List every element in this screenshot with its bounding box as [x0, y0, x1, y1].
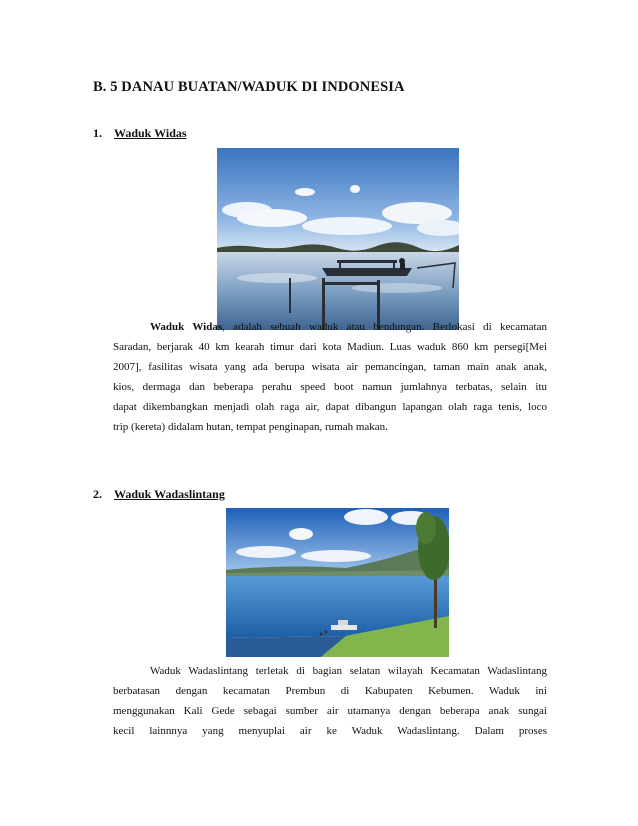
section-number: 2. [93, 487, 102, 501]
paragraph-line: trip (kereta) didalam hutan, tempat penginapan, rumah makan. [113, 421, 388, 433]
paragraph-line: kecil lainnnya yang menyuplai air ke Waduk Wadaslintang. Dalam proses [113, 725, 547, 737]
photo-waduk-widas [217, 148, 459, 330]
section-heading-wadaslintang [93, 487, 225, 502]
section-title: Waduk Widas [114, 126, 187, 140]
section-title: Waduk Wadaslintang [114, 487, 225, 501]
paragraph-line: Saradan, berjarak 40 km kearah timur dari kota Madiun. Luas waduk 860 km persegi[Mei [113, 341, 547, 353]
paragraph-line: berbatasan dengan kecamatan Prembun di Kabupaten Kebumen. Waduk ini [113, 685, 547, 697]
section-heading-widas [93, 126, 187, 141]
paragraph-wadaslintang [113, 661, 547, 741]
lead-term: Waduk Widas [150, 321, 223, 333]
section-number: 1. [93, 126, 102, 140]
page-title: B. 5 DANAU BUATAN/WADUK DI INDONESIA [93, 79, 405, 95]
paragraph-widas [113, 317, 547, 437]
photo-waduk-wadaslintang [226, 508, 449, 657]
paragraph-line: menggunakan Kali Gede sebagai sumber air utamanya dengan beberapa anak sungai [113, 705, 547, 717]
paragraph-line: kios, dermaga dan beberapa perahu speed boot namun jumlahnya terbatas, selain itu [113, 381, 547, 393]
paragraph-line: dapat dikembangkan menjadi olah raga air, dapat dibangun lapangan olah raga tenis, loco [113, 401, 547, 413]
paragraph-line: 2007], fasilitas wisata yang ada berupa wisata air pemancingan, taman main anak anak, [113, 361, 547, 373]
paragraph-line: Waduk Widas, adalah sebuah waduk atau bendungan. Berlokasi di kecamatan [150, 321, 547, 333]
paragraph-line: Waduk Wadaslintang terletak di bagian selatan wilayah Kecamatan Wadaslintang [150, 665, 547, 677]
